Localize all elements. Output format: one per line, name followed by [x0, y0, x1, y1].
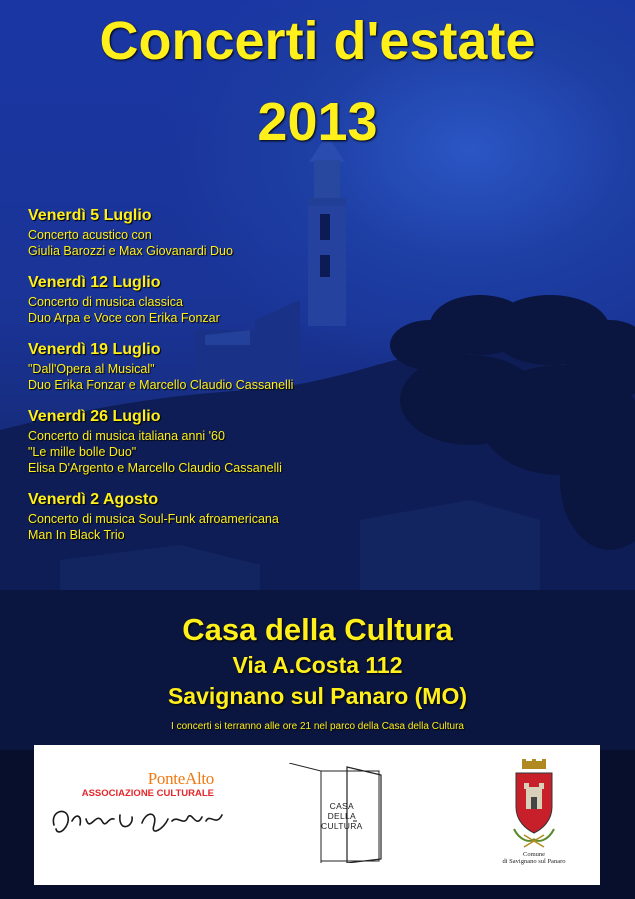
schedule-note: I concerti si terranno alle ore 21 nel parco della Casa della Cultura — [171, 721, 464, 732]
event-date: Venerdì 19 Luglio — [28, 341, 161, 358]
event-performers: Duo Arpa e Voce con Erika Fonzar — [28, 311, 220, 325]
casa-della-cultura-logo — [289, 763, 389, 863]
poster-year: 2013 — [257, 92, 378, 152]
event-item — [28, 272, 428, 326]
ponte-alto-subtitle: ASSOCIAZIONE CULTURALE — [81, 788, 214, 799]
event-item — [28, 406, 428, 476]
venue-street: Via A.Costa 112 — [232, 652, 403, 678]
event-description: Concerto acustico con — [28, 228, 152, 242]
event-performers: Man In Black Trio — [28, 528, 125, 542]
event-description: Concerto di musica italiana anni '60 — [28, 429, 225, 443]
event-item — [28, 205, 428, 259]
poster-title: Concerti d'estate — [99, 11, 536, 71]
event-performers: Elisa D'Argento e Marcello Claudio Cassanelli — [28, 461, 282, 475]
event-item — [28, 489, 428, 543]
coat-of-arms-icon — [510, 759, 558, 849]
ponte-alto-name: PonteAlto — [147, 769, 214, 788]
event-description: "Dall'Opera al Musical" — [28, 362, 155, 376]
signature-graphic — [46, 803, 236, 843]
ponte-alto-logo — [46, 769, 236, 799]
event-performers: Giulia Barozzi e Max Giovanardi Duo — [28, 244, 233, 258]
comune-label: Comune di Savignano sul Panaro — [502, 851, 566, 865]
event-description: Concerto di musica Soul-Funk afroamericana — [28, 512, 279, 526]
event-item — [28, 339, 428, 393]
casa-logo-text: CASA DELLA CULTURA — [321, 801, 363, 831]
comune-savignano-logo — [489, 759, 579, 871]
event-subtitle: "Le mille bolle Duo" — [28, 445, 137, 459]
event-date: Venerdì 12 Luglio — [28, 274, 161, 291]
venue-name: Casa della Cultura — [182, 612, 453, 647]
event-description: Concerto di musica classica — [28, 295, 183, 309]
event-performers: Duo Erika Fonzar e Marcello Claudio Cassanelli — [28, 378, 294, 392]
event-list — [28, 205, 428, 556]
venue-city: Savignano sul Panaro (MO) — [167, 683, 468, 709]
event-date: Venerdì 2 Agosto — [28, 491, 159, 508]
event-date: Venerdì 5 Luglio — [28, 207, 152, 224]
event-date: Venerdì 26 Luglio — [28, 408, 161, 425]
sponsor-strip — [34, 745, 600, 885]
